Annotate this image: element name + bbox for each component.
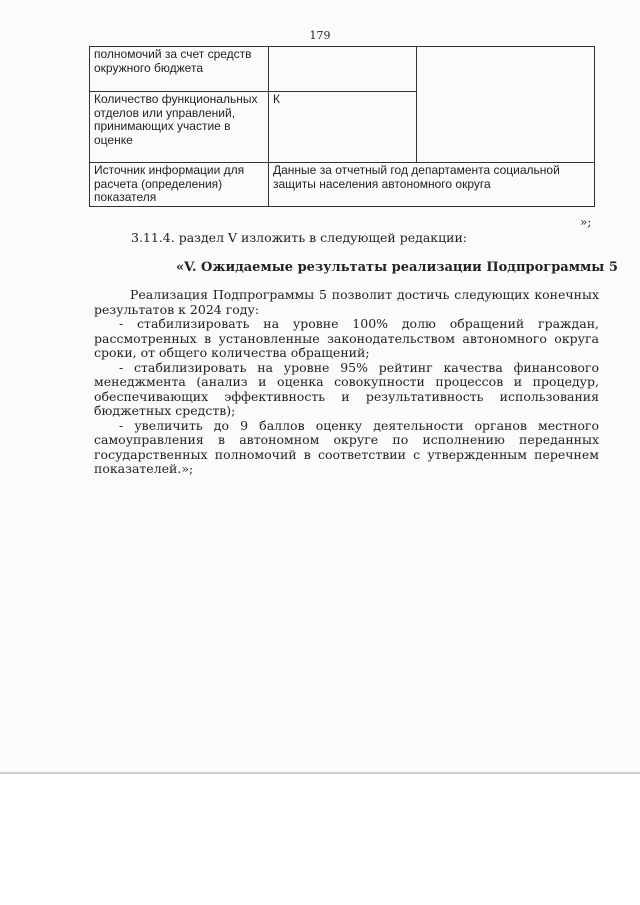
table-row: [90, 163, 595, 207]
page-number: 179: [309, 29, 331, 42]
indicator-table: [89, 46, 595, 207]
table-cell-value: К: [269, 92, 417, 163]
closing-mark: »;: [580, 215, 592, 229]
table-cell-label: Источник информации для расчета (определения) показателя: [90, 163, 269, 207]
list-item: - стабилизировать на уровне 100% долю обращений граждан, рассмотренных в установленные законодательством автономного округа сроки, от общего количества обращений;: [94, 316, 599, 360]
table-cell-label: полномочий за счет средств окружного бюджета: [90, 47, 269, 92]
section-heading: «V. Ожидаемые результаты реализации Подпрограммы 5: [176, 260, 618, 275]
list-item: - стабилизировать на уровне 95% рейтинг качества финансового менеджмента (анализ и оценка совокупности процессов и процедур, обеспечивающих эффективность и результативность использования бюджетных средств);: [94, 359, 599, 418]
intro-paragraph: Реализация Подпрограммы 5 позволит достичь следующих конечных результатов к 2024 году:: [94, 287, 599, 317]
table-cell-empty: [417, 47, 595, 163]
table-cell-value: Данные за отчетный год департамента социальной защиты населения автономного округа: [269, 163, 595, 207]
table-cell-value: [269, 47, 417, 92]
list-item: - увеличить до 9 баллов оценку деятельности органов местного самоуправления в автономном округе по исполнению переданных государственных полномочий в соответствии с утвержденным перечнем показателей.»;: [94, 417, 599, 476]
table-row: [90, 47, 595, 92]
instruction-line: 3.11.4. раздел V изложить в следующей редакции:: [131, 230, 468, 245]
results-body: [94, 288, 599, 477]
table-cell-label: Количество функциональных отделов или управлений, принимающих участие в оценке: [90, 92, 269, 163]
